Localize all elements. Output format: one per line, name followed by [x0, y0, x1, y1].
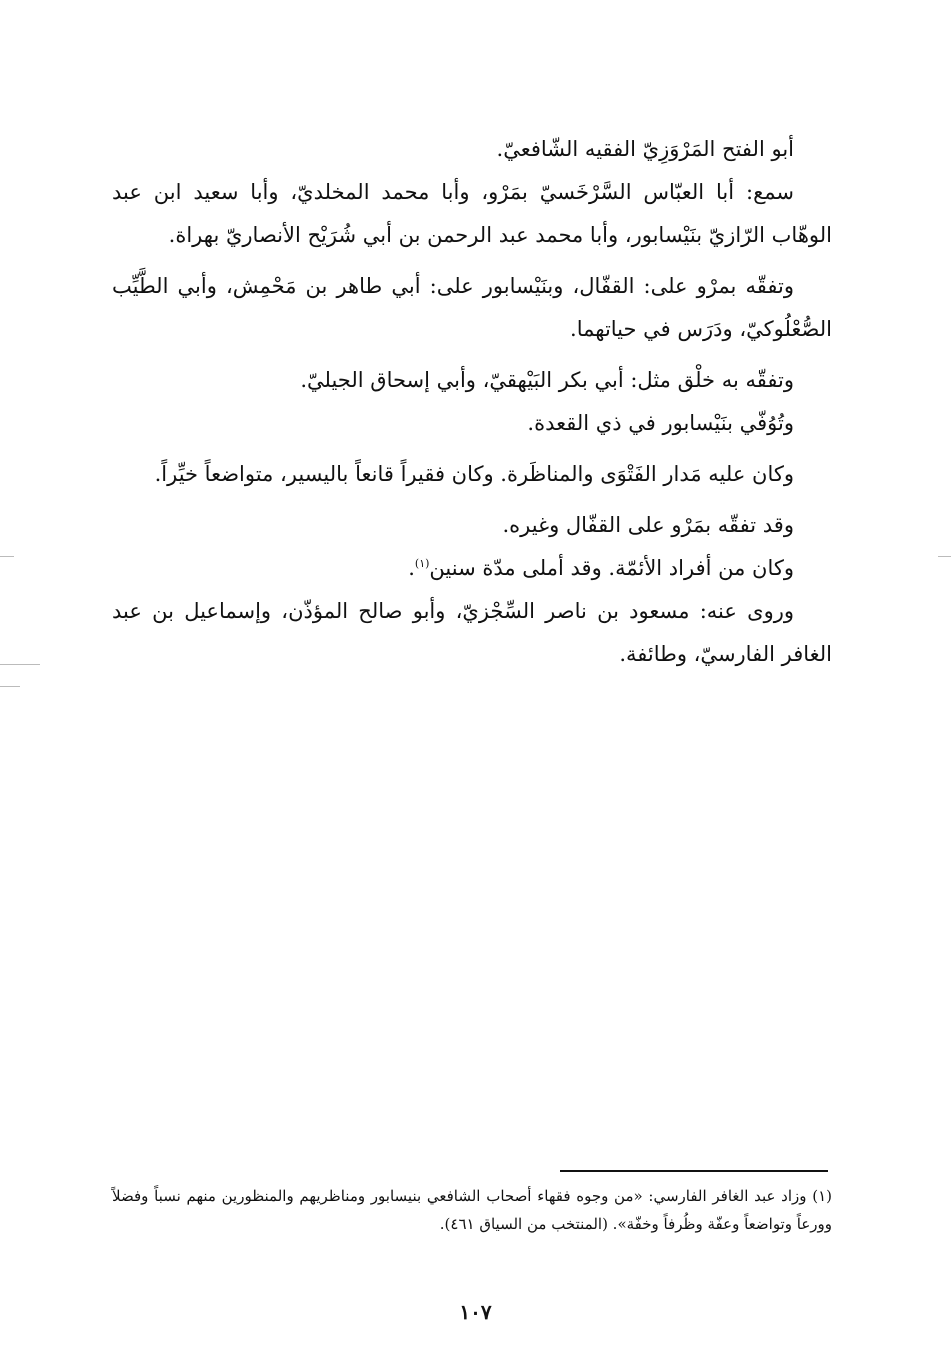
- page-number: ١٠٧: [459, 1300, 492, 1324]
- paragraph-students: وتفقّه به خلْق مثل: أبي بكر البَيْهقيّ، وأبي إسحاق الجيليّ.: [300, 368, 794, 392]
- paragraph-teachers: سمع: أبا العبّاس السَّرْخَسيّ بمَرْو، وأبا محمد المخلديّ، وأبا سعيد ابن عبد الوهّاب الرّازيّ بنَيْسابور، وأبا محمد عبد الرحمن بن أبي شُرَيْح الأنصاريّ بهراة.: [112, 180, 832, 247]
- paragraph-character: وكان عليه مَدار الفَتْوَى والمناظَرة. وكان فقيراً قانعاً باليسير، متواضعاً خيِّراً.: [154, 462, 794, 486]
- footnote-reference[interactable]: (١): [414, 557, 430, 570]
- paragraph-studies: وتفقّه بمرْو على: القفّال، وبنَيْسابور على: أبي طاهر بن مَحْمِش، وأبي الطَّيِّب الصُّعْلُوكيّ، ودَرَس في حياتهما.: [112, 274, 832, 341]
- footnote-separator: [560, 1170, 828, 1172]
- paragraph-imams-end: .: [408, 556, 415, 580]
- paragraph-imams-text: وكان من أفراد الأئمّة. وقد أملى مدّة سنين: [429, 556, 794, 580]
- scan-mark-lower-2: [0, 686, 20, 687]
- main-text: [112, 128, 832, 676]
- footnote-text: (١) وزاد عبد الغافر الفارسي: «من وجوه فقهاء أصحاب الشافعي بنيسابور ومناظريهم والمنظورين منهم نسباً وفضلاً وورعاً وتواضعاً وعفّة وظُرفاً وخفّة». (المنتخب من السياق ٤٦١).: [112, 1187, 832, 1233]
- scan-mark-lower: [0, 664, 40, 665]
- footnote: [112, 1182, 832, 1238]
- scan-mark-upper: [0, 556, 14, 557]
- paragraph-narrators: وروى عنه: مسعود بن ناصر السِّجْزيّ، وأبو صالح المؤذّن، وإسماعيل بن عبد الغافر الفارسيّ، وطائفة.: [112, 599, 832, 666]
- paragraph-death: وتُوُفّي بنَيْسابور في ذي القعدة.: [527, 411, 794, 435]
- paragraph-imams: [112, 547, 832, 590]
- paragraph-marw: وقد تفقّه بمَرْو على القفّال وغيره.: [502, 513, 794, 537]
- paragraph-name: أبو الفتح المَرْوَزِيّ الفقيه الشّافعيّ.: [496, 137, 794, 161]
- scan-mark-right: [938, 556, 951, 557]
